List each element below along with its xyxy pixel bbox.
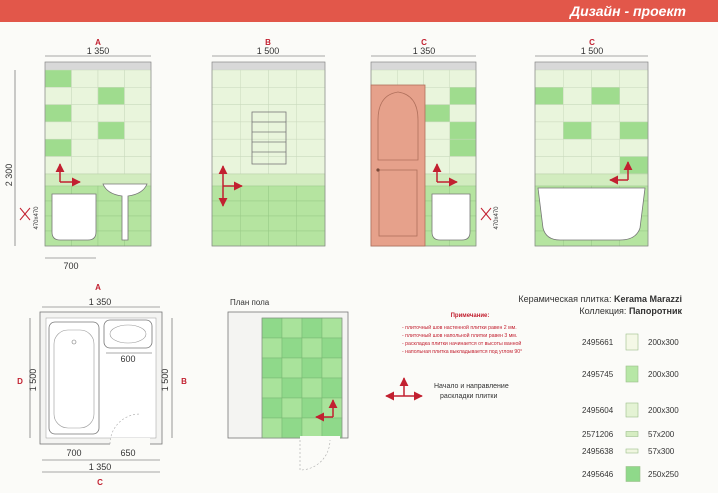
- wall-tile: [72, 105, 99, 122]
- wall-tile: [450, 87, 476, 104]
- wall-tile: [620, 87, 648, 104]
- elevation-a: [4, 38, 151, 271]
- wall-tile-low: [269, 186, 297, 201]
- wall-tile: [297, 70, 325, 87]
- legend-line-1: Начало и направление: [434, 383, 509, 390]
- wall-tile: [297, 105, 325, 122]
- bathtub-c: [432, 194, 470, 240]
- plan-sink-width: 600: [120, 354, 136, 364]
- elevation-c-small: 470х470: [494, 206, 500, 230]
- legend-line-2: раскладки плитки: [440, 393, 498, 400]
- wall-tile: [535, 139, 563, 156]
- bathtub-a: [52, 194, 96, 240]
- floor-plan: [228, 298, 348, 470]
- wall-tile: [125, 87, 152, 104]
- wall-tile: [125, 122, 152, 139]
- wall-tile: [620, 70, 648, 87]
- tile-size: 200х300: [648, 370, 679, 379]
- wall-tile: [297, 87, 325, 104]
- wall-tile: [592, 122, 620, 139]
- tile-code: 2495745: [582, 370, 614, 379]
- elevation-a-letter: A: [95, 38, 101, 47]
- wall-tile: [424, 105, 450, 122]
- floor-tile: [302, 358, 322, 378]
- wall-tile-low: [240, 186, 268, 201]
- wall-tile-low: [125, 216, 152, 231]
- wall-tile: [72, 122, 99, 139]
- wall-tile-low: [98, 231, 125, 246]
- wall-tile: [563, 139, 591, 156]
- tile-size: 250х250: [648, 470, 679, 479]
- wall-tile: [592, 87, 620, 104]
- floor-tile: [282, 338, 302, 358]
- wall-tile: [620, 139, 648, 156]
- floor-tile: [302, 398, 322, 418]
- wall-tile: [450, 157, 476, 174]
- floor-tile: [282, 378, 302, 398]
- wall-tile: [98, 139, 125, 156]
- wall-tile: [212, 70, 240, 87]
- tile-code: 2495638: [582, 447, 614, 456]
- wall-tile: [45, 87, 72, 104]
- wall-tile: [535, 157, 563, 174]
- wall-tile: [212, 139, 240, 156]
- elevation-b-tiles: [212, 70, 325, 246]
- wall-tile: [98, 105, 125, 122]
- tile-code: 2571206: [582, 430, 614, 439]
- tile-swatch: [626, 449, 638, 453]
- elevation-b: [212, 38, 325, 246]
- wall-tile-low: [297, 231, 325, 246]
- elevation-c2-letter: C: [589, 38, 595, 47]
- wall-tile: [240, 122, 268, 139]
- wall-tile: [269, 105, 297, 122]
- tile-size: 200х300: [648, 406, 679, 415]
- tiles-title-prefix: Керамическая плитка:: [518, 294, 614, 304]
- wall-tile: [45, 122, 72, 139]
- wall-tile-low: [125, 201, 152, 216]
- wall-tile: [125, 139, 152, 156]
- elevation-a-fixture-width: 700: [63, 261, 79, 271]
- floor-tile: [322, 358, 342, 378]
- tile-swatch: [626, 366, 638, 382]
- wall-tile: [563, 70, 591, 87]
- wall-tile: [450, 122, 476, 139]
- wall-tile: [424, 139, 450, 156]
- wall-tile: [45, 70, 72, 87]
- wall-tile: [535, 122, 563, 139]
- plan-bottom-letter: C: [97, 478, 103, 487]
- wall-tile: [563, 105, 591, 122]
- wall-tile-low: [212, 231, 240, 246]
- wall-tile: [297, 122, 325, 139]
- floor-tile: [322, 318, 342, 338]
- elevation-b-width: 1 500: [256, 46, 280, 56]
- wall-tile: [125, 157, 152, 174]
- wall-tile-low: [212, 216, 240, 231]
- elevation-b-letter: B: [265, 38, 271, 47]
- wall-tile-low: [269, 201, 297, 216]
- elevation-a-height: 2 300: [4, 163, 14, 187]
- tiles-brand: Kerama Marazzi: [613, 294, 682, 304]
- wall-tile: [297, 157, 325, 174]
- wall-tile: [620, 157, 648, 174]
- wall-tile: [125, 105, 152, 122]
- floor-tile: [322, 378, 342, 398]
- wall-tile: [450, 70, 476, 87]
- wall-tile: [269, 70, 297, 87]
- wall-tile-low: [212, 201, 240, 216]
- floor-tile: [262, 318, 282, 338]
- floor-tile: [302, 338, 322, 358]
- floor-tile: [322, 418, 342, 438]
- tile-size: 57х300: [648, 447, 675, 456]
- note-line-3: - раскладка плитки начинается от высоты ванной: [402, 341, 522, 347]
- tile-size: 200х300: [648, 338, 679, 347]
- wall-tile: [563, 87, 591, 104]
- plan-top-width: 1 350: [88, 297, 112, 307]
- wall-tile-low: [125, 231, 152, 246]
- wall-tile: [45, 157, 72, 174]
- wall-tile-low: [269, 216, 297, 231]
- wall-tile: [563, 157, 591, 174]
- floor-tile: [322, 398, 342, 418]
- plan-bottom-width: 1 350: [88, 462, 112, 472]
- wall-tile: [72, 87, 99, 104]
- wall-tile-low: [98, 201, 125, 216]
- wall-tile: [424, 122, 450, 139]
- wall-tile-low: [240, 216, 268, 231]
- wall-tile: [98, 122, 125, 139]
- tile-size: 57х200: [648, 430, 675, 439]
- plan-right-height: 1 500: [160, 368, 170, 392]
- layout-legend: [386, 378, 509, 400]
- wall-tile-low: [240, 201, 268, 216]
- tiles-title: [518, 294, 682, 304]
- border-tile: [535, 174, 648, 186]
- wall-tile: [45, 105, 72, 122]
- wall-tile-low: [212, 186, 240, 201]
- wall-tile: [592, 105, 620, 122]
- wall-tile: [98, 87, 125, 104]
- wall-tile: [240, 105, 268, 122]
- floor-tiles: [262, 318, 342, 438]
- wall-tile: [212, 105, 240, 122]
- wall-tile: [424, 70, 450, 87]
- floor-tile: [282, 398, 302, 418]
- notes: [402, 313, 522, 355]
- wall-tile: [72, 70, 99, 87]
- notes-title: Примечание:: [450, 313, 490, 319]
- bath-top-view: [49, 322, 99, 434]
- wall-tile-low: [269, 231, 297, 246]
- wall-tile: [98, 157, 125, 174]
- sink-top-view: [104, 320, 152, 348]
- bathtub-c2: [538, 188, 645, 240]
- floor-tile: [282, 418, 302, 438]
- floor-tile: [302, 318, 322, 338]
- wall-tile: [592, 70, 620, 87]
- elevation-c-door: [371, 38, 500, 246]
- wall-tile: [269, 122, 297, 139]
- elevation-c2-width: 1 500: [580, 46, 604, 56]
- tiles-collection: [579, 306, 682, 316]
- floor-tile: [262, 358, 282, 378]
- wall-tile-low: [240, 231, 268, 246]
- wall-tile: [535, 87, 563, 104]
- wall-tile: [45, 139, 72, 156]
- wall-tile: [269, 157, 297, 174]
- wall-tile-low: [98, 216, 125, 231]
- plan-bath-width: 700: [66, 448, 82, 458]
- door: [371, 85, 425, 246]
- wall-tile: [620, 105, 648, 122]
- wall-tile: [297, 139, 325, 156]
- tile-code: 2495604: [582, 406, 614, 415]
- note-line-4: - напольная плитка выкладывается под углом 90°: [402, 349, 523, 355]
- tiles-collection-name: Папоротник: [628, 306, 682, 316]
- wall-tile: [72, 139, 99, 156]
- tile-swatch: [626, 334, 638, 350]
- page-title: Дизайн - проект: [569, 3, 686, 19]
- wall-tile: [98, 70, 125, 87]
- note-line-1: - плиточный шов настенной плитки равен 2 мм.: [402, 325, 517, 331]
- plan-left-height: 1 500: [28, 368, 38, 392]
- wall-tile-low: [297, 201, 325, 216]
- wall-tile: [240, 70, 268, 87]
- wall-tile-low: [297, 216, 325, 231]
- wall-tile: [212, 122, 240, 139]
- wall-tile: [212, 157, 240, 174]
- plan-door-gap: 650: [120, 448, 136, 458]
- floor-tile: [262, 338, 282, 358]
- wall-tile: [535, 70, 563, 87]
- wall-tile: [563, 122, 591, 139]
- elevation-c-letter: C: [421, 38, 427, 47]
- tile-swatch: [626, 432, 638, 437]
- wall-tile: [592, 157, 620, 174]
- elevation-c-width: 1 350: [412, 46, 436, 56]
- elevation-a-width: 1 350: [86, 46, 110, 56]
- plan-top-letter: A: [95, 283, 101, 292]
- tile-code: 2495646: [582, 470, 614, 479]
- tile-swatch: [626, 403, 638, 417]
- floor-plan-title: План пола: [230, 298, 270, 307]
- floor-tile: [302, 378, 322, 398]
- elevation-c2: [535, 38, 648, 246]
- room-plan: [17, 283, 187, 487]
- floor-tile: [302, 418, 322, 438]
- floor-tile: [262, 418, 282, 438]
- wall-tile: [535, 105, 563, 122]
- tiles-collection-prefix: Коллекция:: [579, 306, 629, 316]
- tile-swatch: [626, 467, 640, 482]
- wall-tile: [72, 157, 99, 174]
- plan-right-letter: B: [181, 377, 187, 386]
- note-line-2: - плиточный шов напольной плитки равен 3 мм.: [402, 333, 518, 339]
- wall-tile: [450, 105, 476, 122]
- tile-code: 2495661: [582, 338, 614, 347]
- wall-tile-low: [297, 186, 325, 201]
- wall-tile: [212, 87, 240, 104]
- floor-tile: [282, 318, 302, 338]
- floor-tile: [262, 378, 282, 398]
- wall-tile: [424, 87, 450, 104]
- wall-tile: [592, 139, 620, 156]
- wall-tile: [125, 70, 152, 87]
- wall-tile: [269, 87, 297, 104]
- elevation-a-small: 470х470: [34, 206, 40, 230]
- floor-tile: [322, 338, 342, 358]
- wall-tile: [240, 157, 268, 174]
- tile-catalogue: [518, 294, 682, 482]
- wall-tile: [450, 139, 476, 156]
- floor-tile: [282, 358, 302, 378]
- wall-tile: [240, 87, 268, 104]
- wall-tile: [620, 122, 648, 139]
- border-tile: [212, 174, 325, 186]
- floor-tile: [262, 398, 282, 418]
- plan-left-letter: D: [17, 377, 23, 386]
